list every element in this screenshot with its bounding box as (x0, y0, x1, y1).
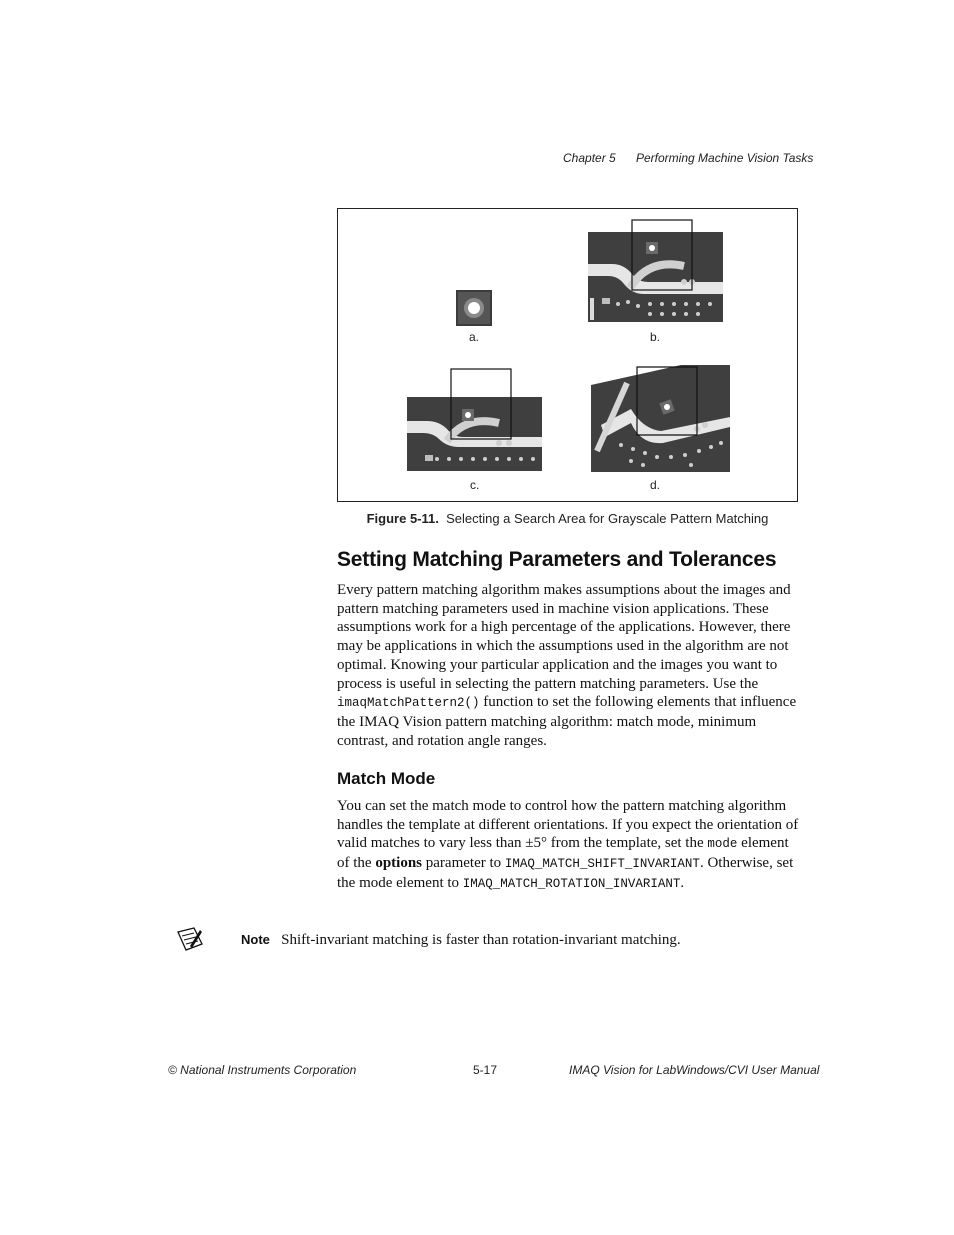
header-chapter: Chapter 5 (563, 151, 616, 165)
match-mode-code-shift: IMAQ_MATCH_SHIFT_INVARIANT (504, 857, 700, 872)
match-mode-code-mode: mode (707, 837, 738, 852)
footer-left: © National Instruments Corporation (168, 1063, 357, 1077)
note-icon (176, 926, 204, 952)
note-text: Shift-invariant matching is faster than rotation-invariant matching. (281, 932, 681, 948)
match-mode-text-5: . (680, 874, 685, 891)
note-row (241, 932, 681, 949)
note-label: Note (241, 932, 270, 947)
figure-panel-a-image (456, 290, 492, 326)
figure-caption-number: Figure 5-11. (366, 511, 439, 526)
figure-label-b: b. (650, 330, 661, 344)
match-mode-text-4: . Otherwise, set the mode element to (337, 855, 794, 891)
figure-caption (337, 511, 798, 526)
figure-panel-d-image (591, 365, 730, 472)
figure-label-d: d. (650, 478, 661, 492)
match-mode-bold-options: options (375, 855, 423, 872)
match-mode-text-2: element of the (337, 835, 789, 872)
figure-caption-text: Selecting a Search Area for Grayscale Pattern Matching (446, 511, 769, 526)
figure-panel-c-image (407, 367, 542, 471)
section-paragraph (337, 581, 799, 750)
footer-page-number: 5-17 (473, 1063, 498, 1077)
figure-label-a: a. (469, 330, 480, 344)
match-mode-code-rotation: IMAQ_MATCH_ROTATION_INVARIANT (462, 876, 681, 891)
subsection-paragraph (337, 797, 799, 894)
match-mode-text-1: You can set the match mode to control how the pattern matching algorithm handles the template at different orientations. If you expect the orientation of valid matches to vary less than ±5° from the template, set the (337, 798, 799, 852)
para1-text-2: function to set the following elements that influence the IMAQ Vision pattern matching algorithm: match mode, minimum contrast, and rotation angle ranges. (337, 694, 797, 749)
match-mode-text-3: parameter to (422, 855, 505, 872)
section-heading: Setting Matching Parameters and Tolerances (337, 548, 777, 571)
figure-panel-b-image (588, 218, 723, 322)
para1-code-function: imaqMatchPattern2() (337, 696, 480, 711)
subsection-heading: Match Mode (337, 769, 436, 788)
figure-label-c: c. (470, 478, 480, 492)
header-title: Performing Machine Vision Tasks (636, 151, 814, 165)
para1-text-1: Every pattern matching algorithm makes assumptions about the images and pattern matching parameters used in machine vision applications. These assumptions work for a high percentage of the applications. However, there may be applications in which the assumptions used in the algorithm are not optimal. Knowing your particular application and the images you want to process is useful in selecting the pattern matching parameters. Use the (337, 582, 791, 692)
footer-right: IMAQ Vision for LabWindows/CVI User Manual (569, 1063, 820, 1077)
